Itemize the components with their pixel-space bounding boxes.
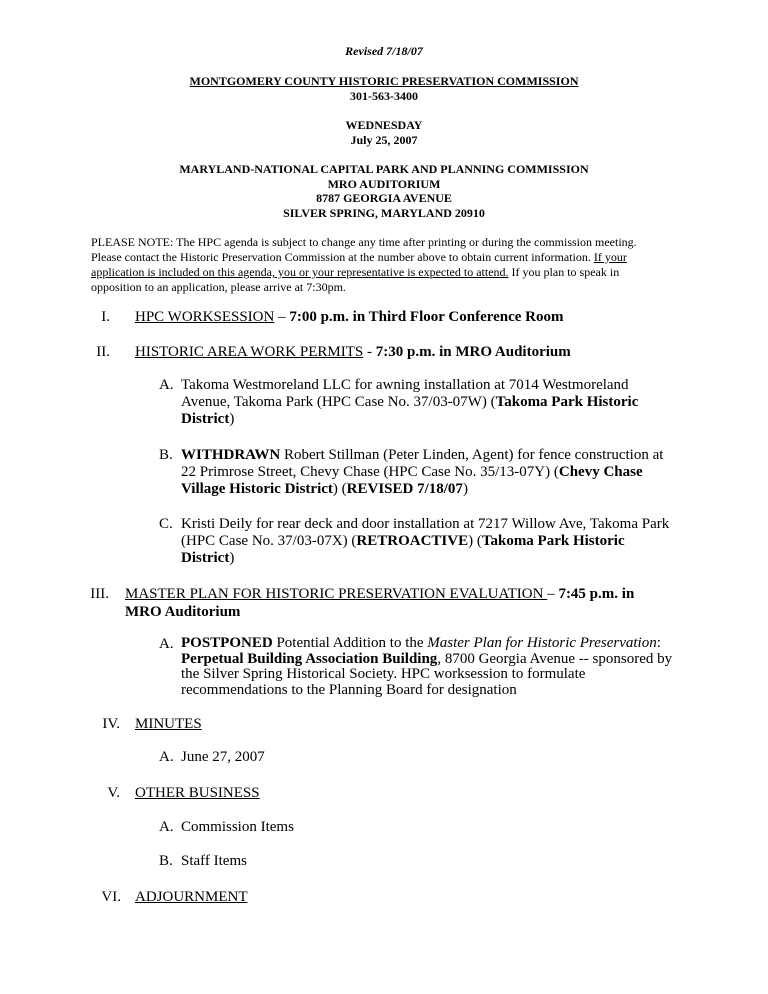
notice-line-2b: If your <box>593 250 627 264</box>
item-2a-letter: A. <box>159 377 174 393</box>
item-3a-line-2 <box>181 652 681 668</box>
item-2c-line-2d: Takoma Park Historic <box>481 533 625 549</box>
item-2c-line-1: Kristi Deily for rear deck and door installation at 7217 Willow Ave, Takoma Park <box>181 516 670 532</box>
meeting-day: WEDNESDAY <box>345 118 423 132</box>
section-6-heading <box>135 888 248 906</box>
item-5b-text: Staff Items <box>181 853 247 869</box>
item-2b-line-3d: ) <box>462 481 468 497</box>
item-3a-postponed: POSTPONED <box>181 635 273 651</box>
item-2b-withdrawn: WITHDRAWN <box>181 447 281 463</box>
section-6-number: VI. <box>101 889 121 905</box>
item-2b-text <box>181 447 681 498</box>
item-3a-letter: A. <box>159 636 174 652</box>
section-3-sep: – <box>547 586 559 602</box>
item-3a-master-plan: Master Plan for Historic Preservation <box>427 635 657 651</box>
item-2a-line-2b: Takoma Park Historic <box>495 394 639 410</box>
item-2b-line-2b: Chevy Chase <box>558 464 643 480</box>
section-5-heading <box>135 784 260 802</box>
section-2-sep: - <box>363 344 376 360</box>
commission-name <box>0 74 768 89</box>
notice-line-3b: If you plan to speak in <box>508 265 620 279</box>
item-4a-text: June 27, 2007 <box>181 749 265 765</box>
item-2b-line-2 <box>181 464 681 481</box>
section-6-title: ADJOURNMENT <box>135 889 248 905</box>
section-2-number: II. <box>96 344 110 360</box>
item-3a-line-1d: : <box>656 635 661 651</box>
section-2-time: 7:30 p.m. in MRO Auditorium <box>375 344 571 360</box>
section-4-number: IV. <box>102 716 120 732</box>
item-3a-line-4: recommendations to the Planning Board for designation <box>181 681 517 698</box>
item-5b-letter: B. <box>159 853 173 869</box>
section-3-time: 7:45 p.m. in <box>558 586 635 602</box>
item-2b-line-3b: ) ( <box>332 481 347 497</box>
section-4-heading <box>135 715 202 733</box>
venue-name: MRO AUDITORIUM <box>327 177 441 191</box>
section-3-title: MASTER PLAN FOR HISTORIC PRESERVATION EVALUATION <box>125 586 548 602</box>
item-2b-letter: B. <box>159 447 173 463</box>
item-2a-line-3b: ) <box>229 411 235 427</box>
item-2a-text <box>181 377 681 428</box>
item-4a-letter: A. <box>159 749 174 765</box>
item-2c-line-3 <box>181 550 701 567</box>
section-1-heading <box>135 308 564 326</box>
organization-name: MARYLAND-NATIONAL CAPITAL PARK AND PLANNING COMMISSION <box>179 162 589 176</box>
item-2c-line-3a: District <box>181 550 230 566</box>
item-2c-text <box>181 516 701 567</box>
item-2c-line-2 <box>181 533 701 550</box>
section-1-number: I. <box>101 309 110 325</box>
item-2a-line-3 <box>181 411 681 428</box>
section-2-title: HISTORIC AREA WORK PERMITS <box>135 344 364 360</box>
item-2b-revised: REVISED 7/18/07 <box>346 481 463 497</box>
item-3a-line-3: the Silver Spring Historical Society. HPC worksession to formulate <box>181 666 586 682</box>
section-1-title: HPC WORKSESSION <box>135 309 275 325</box>
item-2a-line-3a: District <box>181 411 230 427</box>
notice-line-2a: Please contact the Historic Preservation Commission at the number above to obtain current information. <box>91 250 594 264</box>
section-2-heading <box>135 343 571 361</box>
notice-line-1: PLEASE NOTE: The HPC agenda is subject to change any time after printing or during the commission meeting. <box>91 235 637 249</box>
item-2c-line-3b: ) <box>229 550 235 566</box>
item-2a-line-2a: Avenue, Takoma Park (HPC Case No. 37/03-07W) ( <box>181 394 496 410</box>
item-5a-text: Commission Items <box>181 819 294 835</box>
item-2c-letter: C. <box>159 516 173 532</box>
venue-street: 8787 GEORGIA AVENUE <box>316 191 452 205</box>
item-2b-line-1b: Robert Stillman (Peter Linden, Agent) for fence construction at <box>280 447 664 463</box>
section-3-location: MRO Auditorium <box>125 604 241 620</box>
revised-date: Revised 7/18/07 <box>345 44 423 58</box>
notice-paragraph <box>91 235 681 295</box>
item-3a-building-name: Perpetual Building Association Building <box>181 650 438 667</box>
section-5-title: OTHER BUSINESS <box>135 785 260 801</box>
commission-name-text: MONTGOMERY COUNTY HISTORIC PRESERVATION COMMISSION <box>189 74 579 88</box>
section-3-line-2 <box>125 603 634 621</box>
venue-city: SILVER SPRING, MARYLAND 20910 <box>283 206 485 220</box>
item-3a-line-2b: , 8700 Georgia Avenue -- sponsored by <box>437 650 673 667</box>
section-1-time: 7:00 p.m. in Third Floor Conference Room <box>289 309 564 325</box>
item-3a-line-1b: Potential Addition to the <box>272 635 428 651</box>
notice-line-3a: application is included on this agenda, you or your representative is expected to attend. <box>91 265 509 279</box>
item-2a-line-1: Takoma Westmoreland LLC for awning installation at 7014 Westmoreland <box>181 377 629 393</box>
notice-line-2 <box>91 250 681 265</box>
section-3-line-1 <box>125 585 634 603</box>
section-3-heading <box>125 585 634 621</box>
section-3-number: III. <box>90 586 109 602</box>
item-2c-retroactive: RETROACTIVE <box>356 533 469 549</box>
item-5a-letter: A. <box>159 819 174 835</box>
item-2c-line-2a: (HPC Case No. 37/03-07X) ( <box>181 533 357 549</box>
section-1-sep: – <box>274 309 290 325</box>
meeting-date: July 25, 2007 <box>350 133 418 147</box>
item-2a-line-2 <box>181 394 681 411</box>
item-2b-line-3a: Village Historic District <box>181 481 333 497</box>
section-4-title: MINUTES <box>135 716 202 732</box>
item-3a-line-1 <box>181 636 681 652</box>
item-2b-line-1 <box>181 447 681 464</box>
notice-line-4: opposition to an application, please arrive at 7:30pm. <box>91 280 346 294</box>
item-3a-text <box>181 636 681 698</box>
item-2c-line-2c: ) ( <box>468 533 482 549</box>
section-5-number: V. <box>107 785 120 801</box>
item-2b-line-3 <box>181 481 681 498</box>
item-2b-line-2a: 22 Primrose Street, Chevy Chase (HPC Case No. 35/13-07Y) ( <box>181 464 559 480</box>
notice-line-3 <box>91 265 681 280</box>
phone-number: 301-563-3400 <box>350 89 418 103</box>
